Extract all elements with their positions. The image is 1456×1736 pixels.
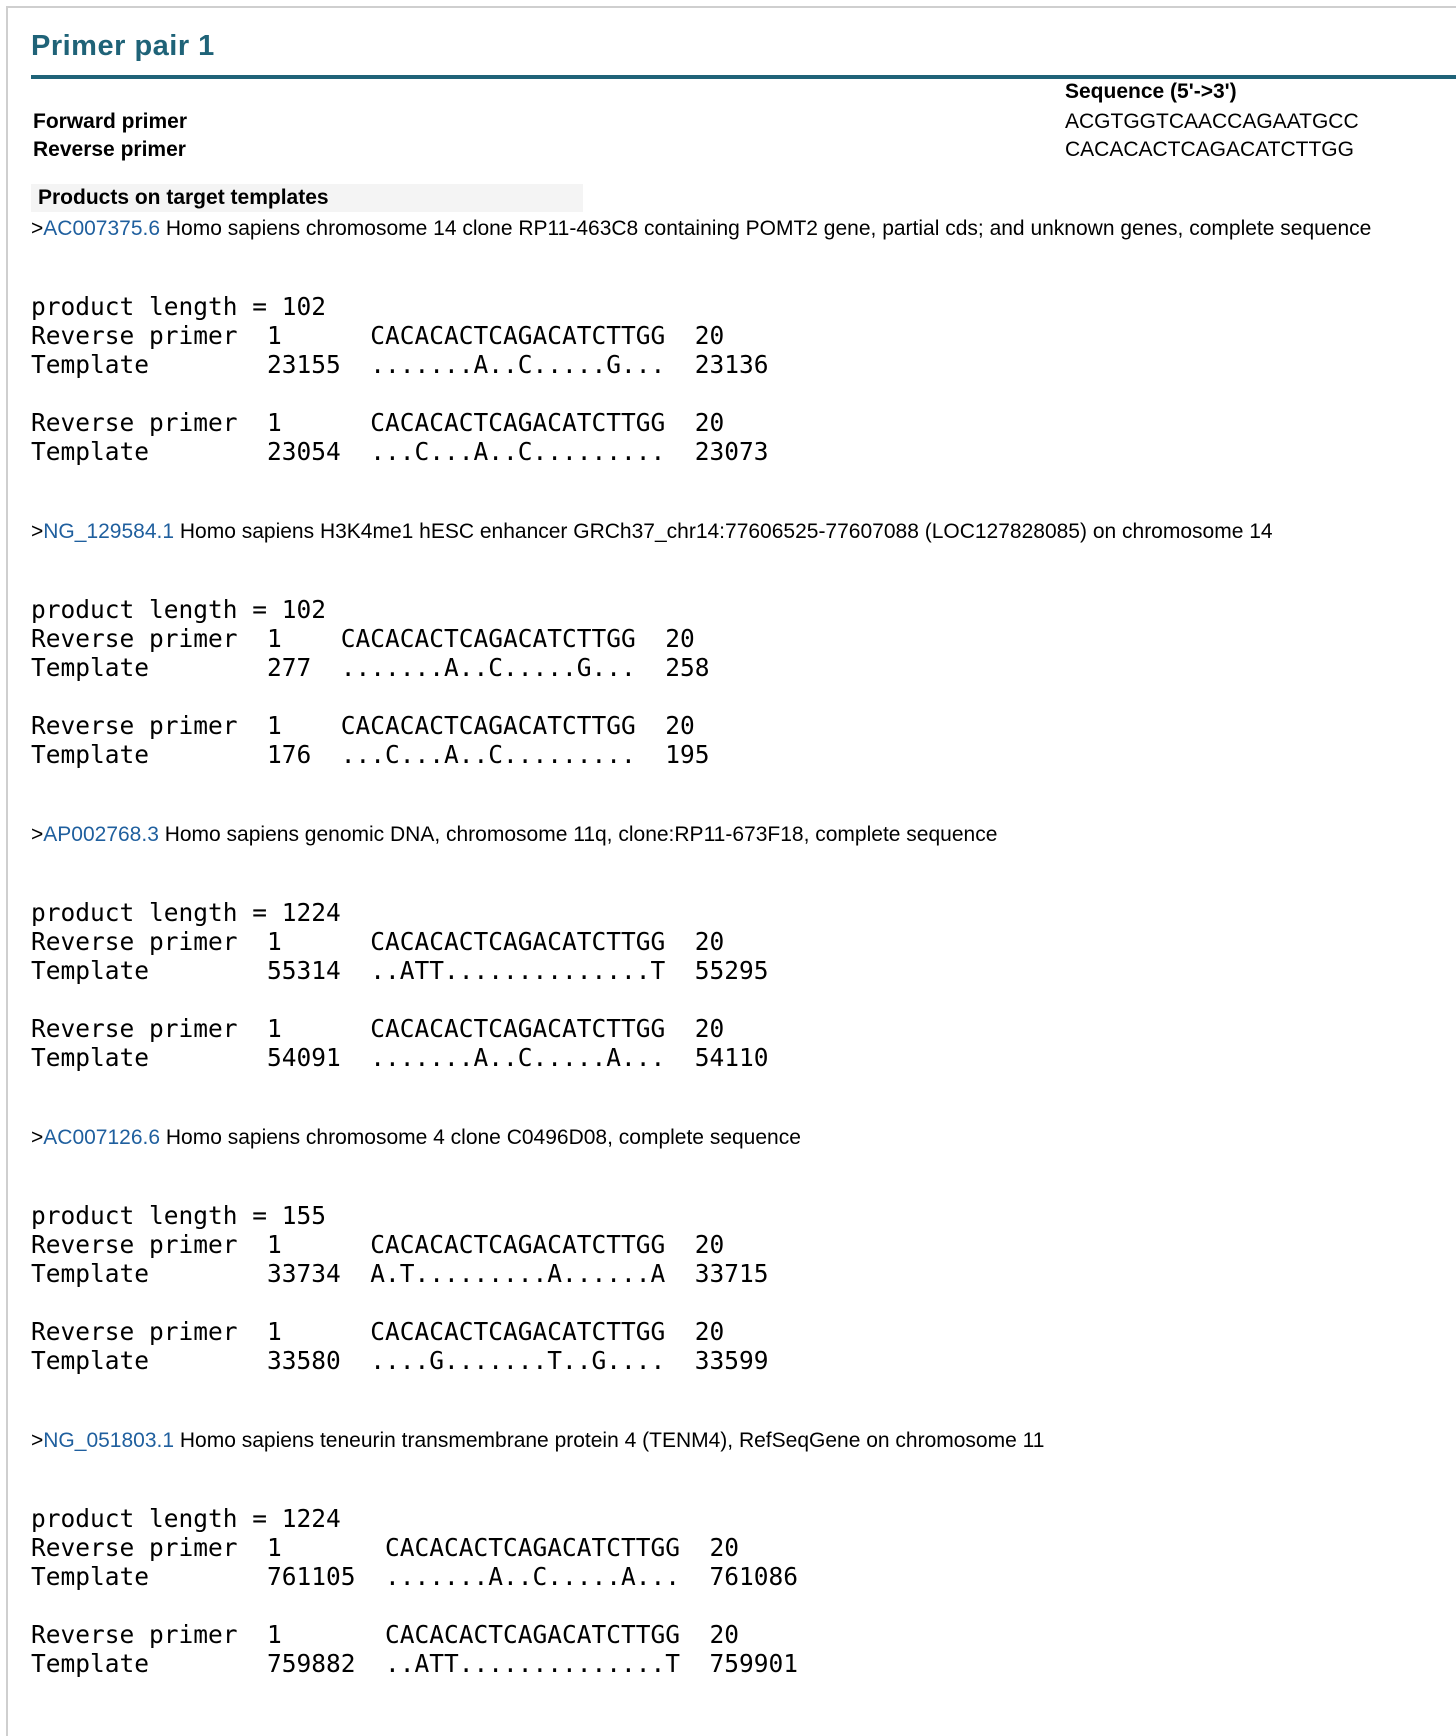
products-section-header: Products on target templates xyxy=(31,184,583,212)
reverse-primer-label: Reverse primer xyxy=(33,138,186,161)
reverse-primer-sequence: CACACACTCAGACATCTTGG xyxy=(1065,138,1354,161)
hit-alignment: product length = 1224 Reverse primer 1 CACACACTCAGACATCTTGG 20 Template 761105 .......A..C.....A... 761086 Reverse primer 1 CACACACTCAGACATCTTGG 20 Template 759882 ..ATT..............T 759901 xyxy=(31,1504,799,1678)
page-title: Primer pair 1 xyxy=(31,30,215,62)
hit-title: Homo sapiens chromosome 14 clone RP11-463C8 containing POMT2 gene, partial cds; and unknown genes, complete sequence xyxy=(160,217,1372,240)
hit-title: Homo sapiens H3K4me1 hESC enhancer GRCh37_chr14:77606525-77607088 (LOC127828085) on chromosome 14 xyxy=(174,520,1273,543)
forward-primer-label: Forward primer xyxy=(33,110,188,133)
hit-alignment: product length = 155 Reverse primer 1 CACACACTCAGACATCTTGG 20 Template 33734 A.T.........A......A 33715 Reverse primer 1 CACACACTCAGACATCTTGG 20 Template 33580 ....G.......T..G.... 33599 xyxy=(31,1201,769,1375)
hit-title: Homo sapiens genomic DNA, chromosome 11q, clone:RP11-673F18, complete sequence xyxy=(158,823,998,846)
hit-prefix: > xyxy=(31,1126,44,1149)
hit-alignment: product length = 102 Reverse primer 1 CACACACTCAGACATCTTGG 20 Template 277 .......A..C.....G... 258 Reverse primer 1 CACACACTCAGACATCTTGG 20 Template 176 ...C...A..C......... 195 xyxy=(31,595,710,769)
hit-title: Homo sapiens chromosome 4 clone C0496D08, complete sequence xyxy=(160,1126,801,1149)
hit-description xyxy=(31,823,997,847)
hit-accession-link[interactable]: AC007375.6 xyxy=(43,217,161,240)
hit-prefix: > xyxy=(31,823,44,846)
hit-accession-link[interactable]: NG_051803.1 xyxy=(43,1429,175,1452)
hit-accession-link[interactable]: AC007126.6 xyxy=(43,1126,161,1149)
hit-alignment: product length = 102 Reverse primer 1 CACACACTCAGACATCTTGG 20 Template 23155 .......A..C.....G... 23136 Reverse primer 1 CACACACTCAGACATCTTGG 20 Template 23054 ...C...A..C......... 23073 xyxy=(31,292,769,466)
hit-description xyxy=(31,520,1273,544)
hit-accession-link[interactable]: AP002768.3 xyxy=(43,823,159,846)
hit-accession-link[interactable]: NG_129584.1 xyxy=(43,520,175,543)
hit-prefix: > xyxy=(31,217,44,240)
hit-description xyxy=(31,217,1371,241)
hit-title: Homo sapiens teneurin transmembrane protein 4 (TENM4), RefSeqGene on chromosome 11 xyxy=(174,1429,1045,1452)
hit-description xyxy=(31,1429,1044,1453)
hit-description xyxy=(31,1126,801,1150)
forward-primer-sequence: ACGTGGTCAACCAGAATGCC xyxy=(1065,110,1359,133)
hit-prefix: > xyxy=(31,520,44,543)
hit-prefix: > xyxy=(31,1429,44,1452)
hit-alignment: product length = 1224 Reverse primer 1 CACACACTCAGACATCTTGG 20 Template 55314 ..ATT..............T 55295 Reverse primer 1 CACACACTCAGACATCTTGG 20 Template 54091 .......A..C.....A... 54110 xyxy=(31,898,769,1072)
title-divider xyxy=(31,75,1456,79)
sequence-column-header: Sequence (5'->3') xyxy=(1065,80,1237,103)
results-frame xyxy=(6,6,1456,1736)
